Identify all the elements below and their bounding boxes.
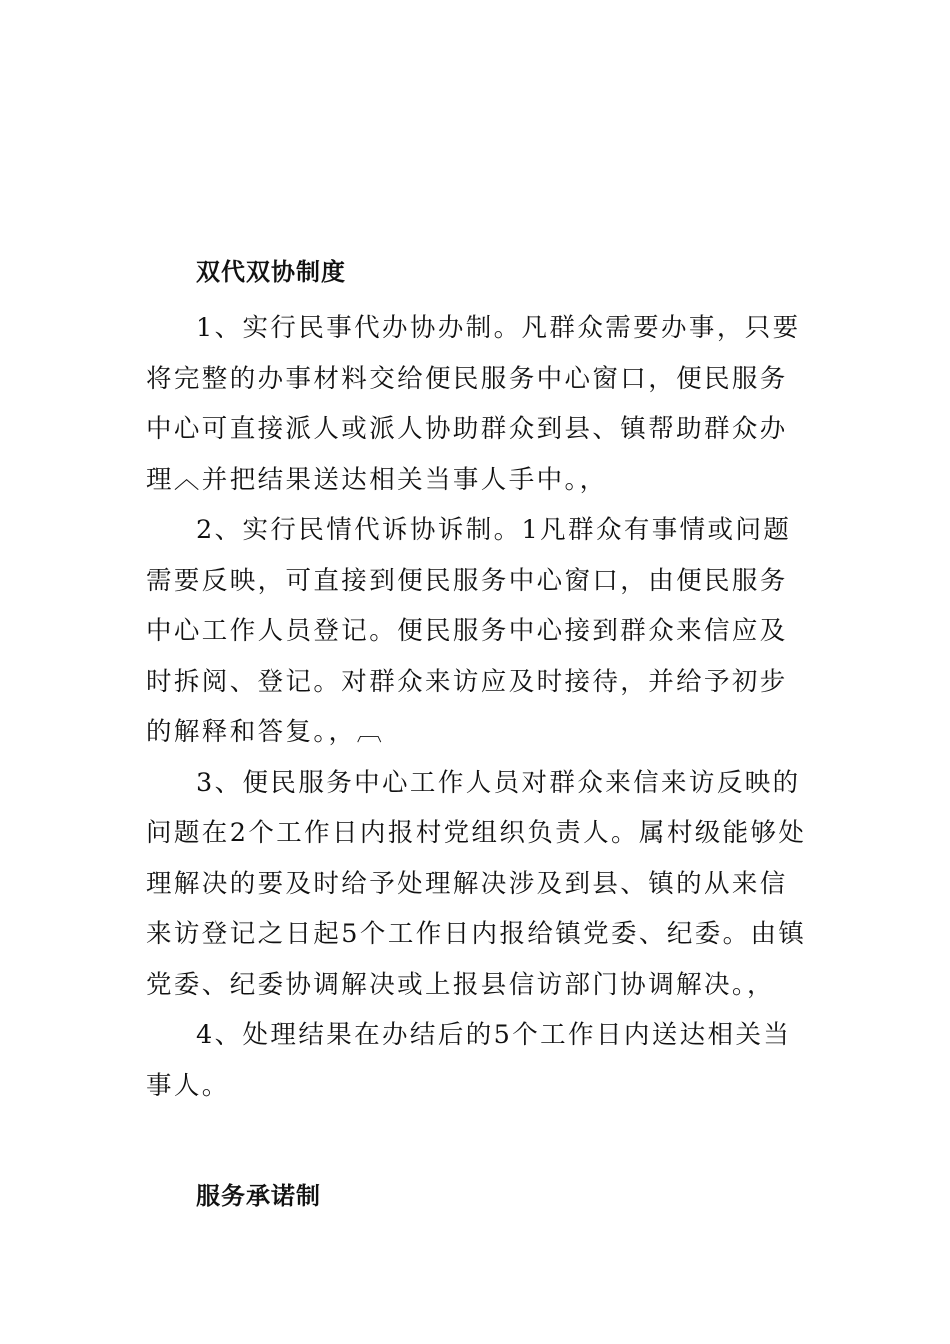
- paragraph-1: 1、实行民事代办协办制。凡群众需要办事，只要将完整的办事材料交给便民服务中心窗口，便民服务中心可直接派人或派人协助群众到县、镇帮助群众办理︿并把结果送达相关当事人手中。，: [146, 313, 801, 495]
- paragraph-3: 3、便民服务中心工作人员对群众来信来访反映的问题在2个工作日内报村党组织负责人。属村级能够处理解决的要及时给予处理解决涉及到县、镇的从来信来访登记之日起5个工作日内报给镇党委、纪委。由镇党委、纪委协调解决或上报县信访部门协调解决。，: [146, 767, 807, 1000]
- section-body: [146, 303, 810, 1111]
- paragraph-4: 4、处理结果在办结后的5个工作日内送达相关当事人。: [146, 1020, 792, 1101]
- section-title-service-commitment: 服务承诺制: [196, 1181, 321, 1210]
- section-title-shuangdai-shuangxie: 双代双协制度: [196, 257, 346, 286]
- paragraph-2: 2、实行民情代诉协诉制。1凡群众有事情或问题需要反映，可直接到便民服务中心窗口，由便民服务中心工作人员登记。便民服务中心接到群众来信应及时拆阅、登记。对群众来访应及时接待，并给予初步的解释和答复。，︹: [146, 515, 792, 747]
